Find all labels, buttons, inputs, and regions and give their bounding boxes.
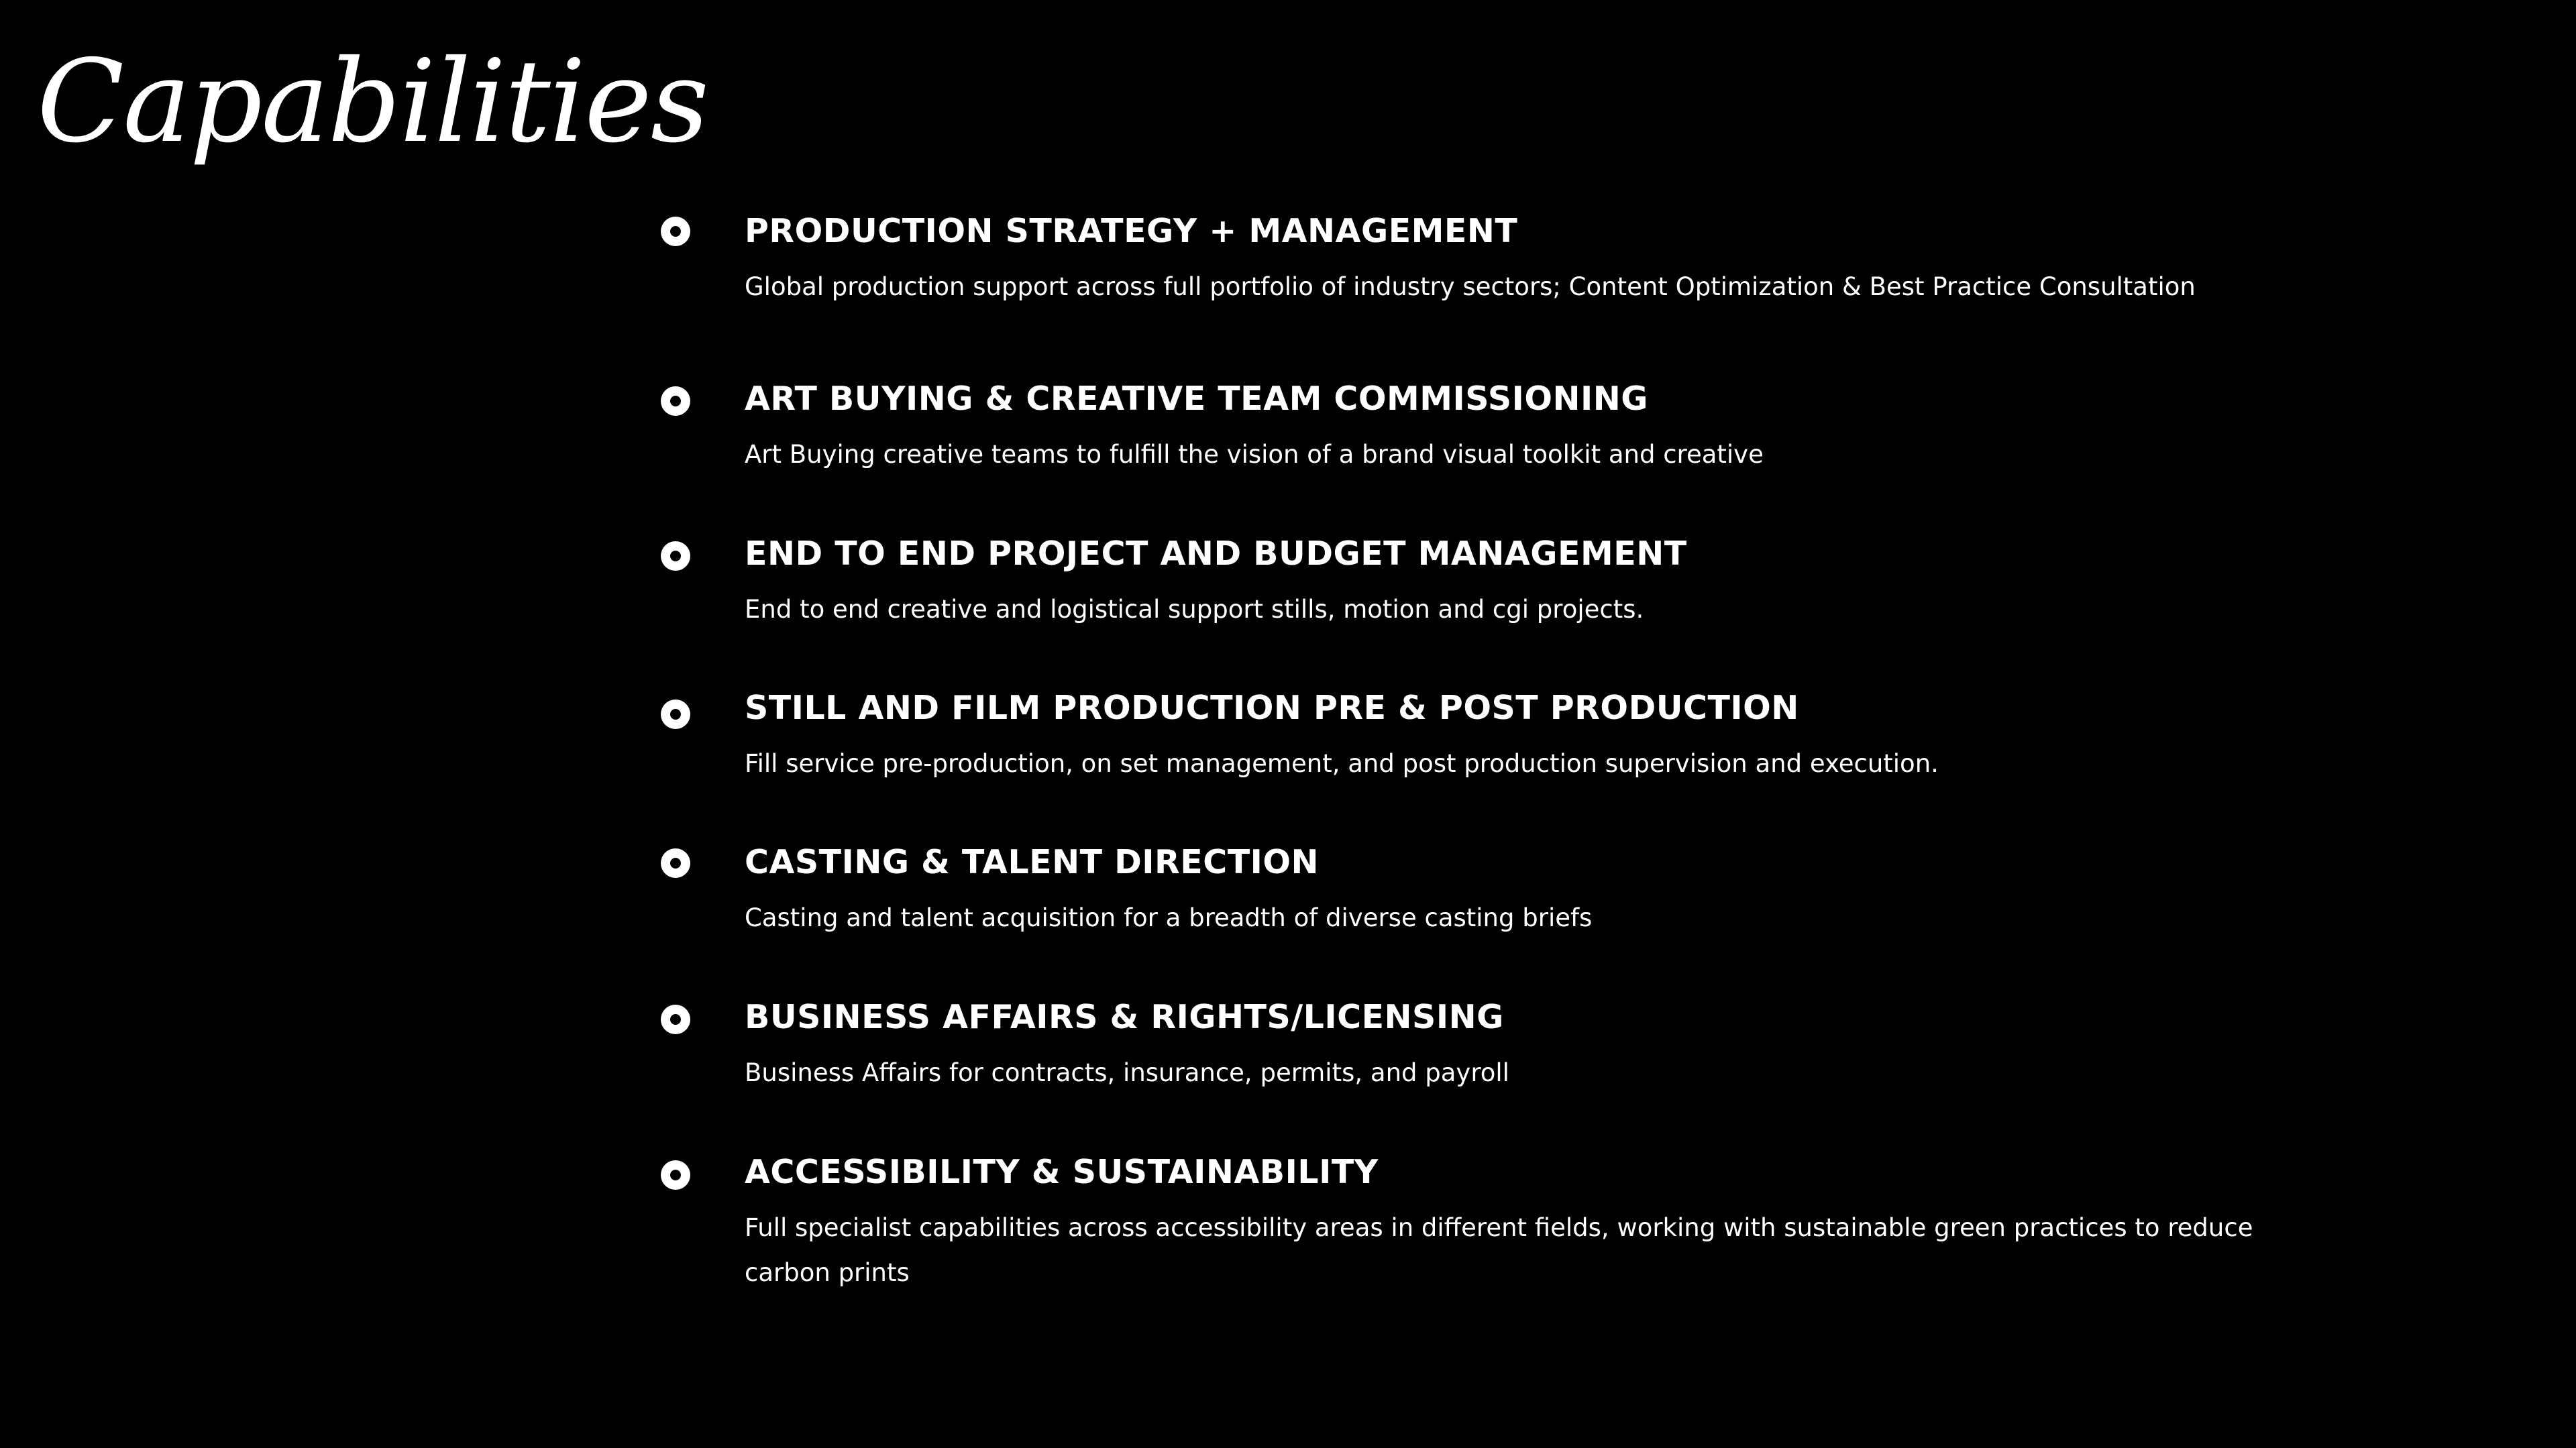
page-title: Capabilities — [37, 36, 708, 168]
capability-description: Full specialist capabilities across accessibility areas in different fields, working with sustainable green practices to reduce carbon prints — [745, 1213, 2253, 1287]
capability-heading: ART BUYING & CREATIVE TEAM COMMISSIONING — [745, 380, 1648, 418]
ring-bullet-icon — [661, 1005, 690, 1034]
capability-description: Casting and talent acquisition for a breadth of diverse casting briefs — [745, 903, 1593, 932]
capability-description: Art Buying creative teams to fulfill the vision of a brand visual toolkit and creative — [745, 440, 1764, 469]
capability-heading: END TO END PROJECT AND BUDGET MANAGEMENT — [745, 535, 1687, 573]
ring-bullet-icon — [661, 848, 690, 878]
capability-description: Fill service pre-production, on set management, and post production supervision and execution. — [745, 749, 1939, 778]
capability-heading: ACCESSIBILITY & SUSTAINABILITY — [745, 1153, 1379, 1191]
ring-bullet-icon — [661, 541, 690, 571]
capability-heading: STILL AND FILM PRODUCTION PRE & POST PRODUCTION — [745, 689, 1799, 727]
capability-description: Global production support across full portfolio of industry sectors; Content Optimization & Best Practice Consultation — [745, 272, 2196, 301]
ring-bullet-icon — [661, 217, 690, 246]
capability-description: Business Affairs for contracts, insurance, permits, and payroll — [745, 1058, 1509, 1087]
capability-description: End to end creative and logistical support stills, motion and cgi projects. — [745, 595, 1644, 624]
capability-heading: PRODUCTION STRATEGY + MANAGEMENT — [745, 212, 1518, 250]
ring-bullet-icon — [661, 1160, 690, 1190]
ring-bullet-icon — [661, 700, 690, 729]
capability-heading: BUSINESS AFFAIRS & RIGHTS/LICENSING — [745, 998, 1504, 1036]
capability-heading: CASTING & TALENT DIRECTION — [745, 843, 1320, 881]
ring-bullet-icon — [661, 386, 690, 416]
